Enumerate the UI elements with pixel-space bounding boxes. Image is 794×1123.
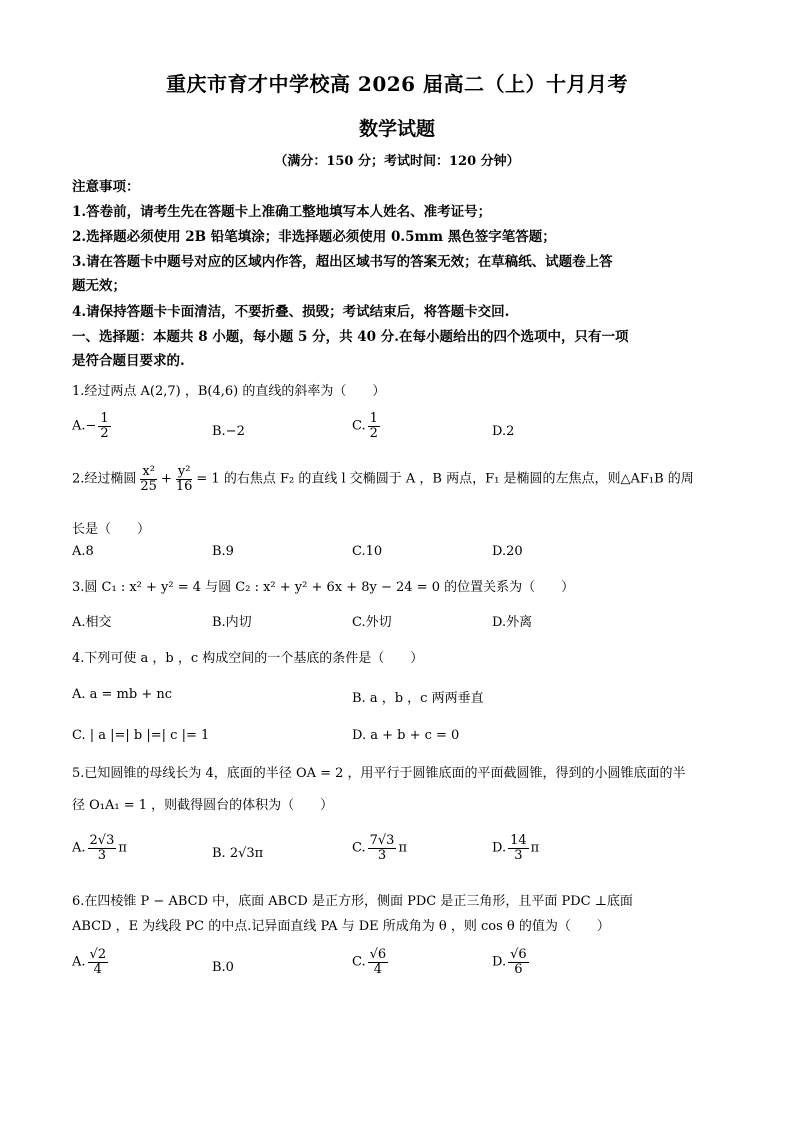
question-4-option-b[interactable]: B. a ，b ，c 两两垂直 <box>352 691 484 706</box>
question-6-stem: 6.在四棱锥 P − ABCD 中，底面 ABCD 是正方形，侧面 PDC 是正三角形，且平面 PDC ⊥底面 <box>72 894 633 909</box>
question-2-option-c[interactable]: C.10 <box>352 544 383 559</box>
question-2-stem: 2.经过椭圆 $\frac{\text{x²}}{25}$ + $\frac{\text{y²}}{16}$ = 1 的右焦点 F₂ 的直线 l 交椭圆于 A ，B 两点，F₁ 是椭圆的左焦点，则△AF₁B 的周 <box>72 464 694 494</box>
question-1-option-a[interactable]: A.− $\frac{1}{2}$ <box>72 411 109 441</box>
note-item-4: 4.请保持答题卡卡面清洁，不要折叠、损毁；考试结束后，将答题卡交回. <box>72 304 510 320</box>
question-4-option-a[interactable]: A. a = mb + nc <box>72 687 173 702</box>
notes-heading: 注意事项： <box>72 179 140 195</box>
question-4-option-d[interactable]: D. a + b + c = 0 <box>352 728 460 743</box>
question-3-stem: 3.圆 C₁ : x² + y² = 4 与圆 C₂ : x² + y² + 6x + 8y − 24 = 0 的位置关系为（ ） <box>72 580 575 595</box>
note-item-1: 1.答卷前，请考生先在答题卡上准确工整地填写本人姓名、准考证号； <box>72 204 492 220</box>
note-item-3: 3.请在答题卡中题号对应的区域内作答，超出区域书写的答案无效；在草稿纸、试题卷上答 <box>72 254 613 270</box>
question-1-option-d[interactable]: D.2 <box>492 424 515 439</box>
note-item-2: 2.选择题必须使用 2B 铅笔填涂；非选择题必须使用 0.5mm 黑色签字笔答题； <box>72 229 556 245</box>
question-2-option-b[interactable]: B.9 <box>212 544 234 559</box>
question-3-option-c[interactable]: C.外切 <box>352 615 392 630</box>
question-5-option-c[interactable]: C. $\frac{7√3}{3}$ π <box>352 833 407 863</box>
question-5-option-a[interactable]: A. $\frac{2√3}{3}$ π <box>72 833 127 863</box>
question-5-option-d[interactable]: D. $\frac{14}{3}$ π <box>492 833 540 863</box>
question-2-option-d[interactable]: D.20 <box>492 544 523 559</box>
question-3-option-a[interactable]: A.相交 <box>72 615 112 630</box>
question-2-stem-cont: 长是（ ） <box>72 522 151 537</box>
question-5-stem: 5.已知圆锥的母线长为 4，底面的半径 OA = 2 ，用平行于圆锥底面的平面截圆锥，得到的小圆锥底面的半 <box>72 766 686 781</box>
question-4-option-c[interactable]: C. | a |=| b |=| c |= 1 <box>72 728 210 743</box>
note-item-3-cont: 题无效； <box>72 278 126 294</box>
exam-title: 重庆市育才中学校高 2026 届高二（上）十月月考 <box>165 72 629 96</box>
section-heading-line1: 一、选择题：本题共 8 小题，每小题 5 分，共 40 分.在每小题给出的四个选项中，只有一项 <box>72 329 629 345</box>
question-2-option-a[interactable]: A.8 <box>72 544 94 559</box>
question-6-stem-cont: ABCD ，E 为线段 PC 的中点.记异面直线 PA 与 DE 所成角为 θ ，则 cos θ 的值为（ ） <box>72 919 610 934</box>
subject-title: 数学试题 <box>358 118 435 140</box>
question-6-option-b[interactable]: B.0 <box>212 960 234 975</box>
question-1-option-b[interactable]: B.−2 <box>212 424 245 439</box>
exam-meta: （满分：150 分；考试时间：120 分钟） <box>274 154 520 169</box>
question-6-option-d[interactable]: D. $\frac{√6}{6}$ <box>492 947 527 977</box>
section-heading-line2: 是符合题目要求的. <box>72 353 185 369</box>
question-5-option-b[interactable]: B. 2√3π <box>212 846 264 861</box>
question-3-option-d[interactable]: D.外离 <box>492 615 533 630</box>
question-1-stem: 1.经过两点 A(2,7) ，B(4,6) 的直线的斜率为（ ） <box>72 384 386 399</box>
question-3-option-b[interactable]: B.内切 <box>212 615 252 630</box>
question-6-option-c[interactable]: C. $\frac{√6}{4}$ <box>352 947 387 977</box>
question-5-stem-cont: 径 O₁A₁ = 1 ，则截得圆台的体积为（ ） <box>72 798 334 813</box>
question-1-option-c[interactable]: C. $\frac{1}{2}$ <box>352 411 378 441</box>
question-4-stem: 4.下列可使 a ，b ，c 构成空间的一个基底的条件是（ ） <box>72 651 424 666</box>
question-6-option-a[interactable]: A. $\frac{√2}{4}$ <box>72 947 107 977</box>
